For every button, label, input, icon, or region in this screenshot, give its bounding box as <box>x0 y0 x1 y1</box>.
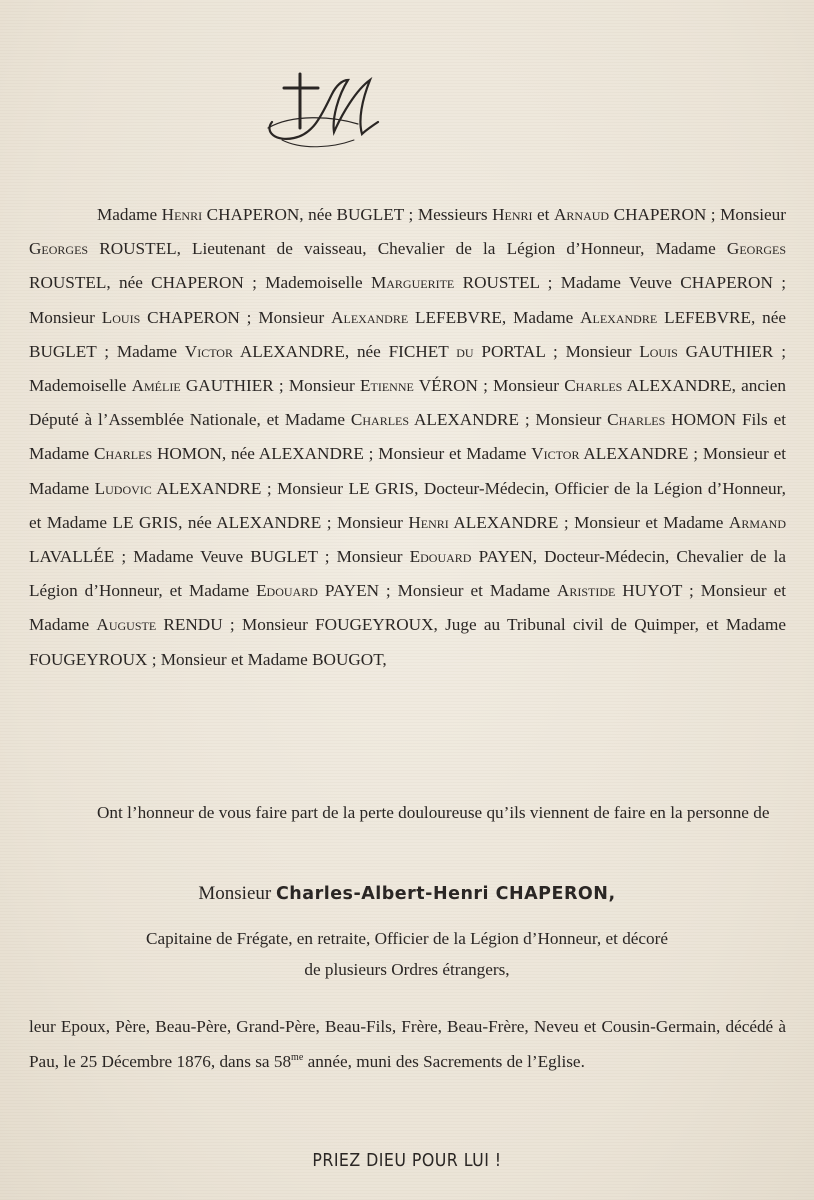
announcer-text: GAUTHIER ; Monsieur <box>180 376 360 396</box>
announcer-text: ALEXANDRE ; Monsieur <box>409 410 608 430</box>
given-name: Marguerite <box>370 273 455 293</box>
announcer-text: PAYEN, Docteur-Médecin, Chevalier de la Légion d’Honneur, et Madame <box>29 547 786 601</box>
announcer-text: ROUSTEL, Lieutenant de vaisseau, Chevalier de la Légion d’Honneur, Madame <box>88 239 727 259</box>
announcer-text: VÉRON ; Monsieur <box>413 376 565 396</box>
announcer-text: LEFEBVRE, née BUGLET ; Madame <box>29 307 786 361</box>
relations-text-before: leur Epoux, Père, Beau-Père, Grand-Père, Beau-Fils, Frère, Beau-Frère, Neveu et Cousin-Germain, décédé à Pau, le 25 Décembre 1876, dans sa 58 <box>29 1017 786 1071</box>
announcer-text: PORTAL ; Monsieur <box>473 341 640 361</box>
announcer-text: ROUSTEL, née CHAPERON ; Mademoiselle <box>29 273 371 293</box>
given-name: Georges <box>29 239 89 259</box>
announcer-text: PAYEN ; Monsieur et Madame <box>317 581 557 601</box>
deceased-prefix: Monsieur <box>198 883 272 904</box>
announcer-text: HOMON, née ALEXANDRE ; Monsieur et Madame <box>152 444 532 464</box>
given-name: Louis <box>639 341 678 361</box>
given-name: Victor <box>184 341 233 361</box>
deceased-title-line-1: Capitaine de Frégate, en retraite, Officier de la Légion d’Honneur, et décoré <box>145 929 669 948</box>
given-name: Etienne <box>360 376 414 396</box>
announcer-text: ALEXANDRE ; Monsieur LE GRIS, Docteur-Médecin, Officier de la Légion d’Honneur, et Madame LE GRIS, née ALEXANDRE ; Monsieur <box>29 478 786 532</box>
announcer-text: et <box>532 205 554 224</box>
announcer-text: LAVALLÉE ; Madame Veuve BUGLET ; Monsieur <box>29 547 410 567</box>
announcer-text: ALEXANDRE ; Monsieur et Madame <box>448 512 729 532</box>
given-name: Edouard <box>256 581 318 601</box>
relations-text <box>29 1010 786 1079</box>
given-name: Charles <box>607 410 666 430</box>
announcer-text: RENDU ; Monsieur FOUGEYROUX, Juge au Tribunal civil de Quimper, et Madame FOUGEYROUX ; Monsieur et Madame BOUGOT, <box>29 615 786 669</box>
given-name: du <box>456 341 474 361</box>
announcement-text: Ont l’honneur de vous faire part de la perte douloureuse qu’ils viennent de faire en la personne de <box>97 803 770 822</box>
given-name: Charles <box>350 410 410 430</box>
deceased-title-line-2: de plusieurs Ordres étrangers, <box>304 960 510 979</box>
given-name: Henri <box>492 205 533 224</box>
given-name: Georges <box>726 239 786 259</box>
given-name: Edouard <box>409 547 472 567</box>
given-name: Henri <box>161 205 203 224</box>
announcer-text: LEFEBVRE, Madame <box>408 307 581 327</box>
given-name: Henri <box>408 512 449 532</box>
announcer-text: Madame <box>97 205 162 224</box>
deceased-name-suffix: , <box>608 884 616 904</box>
given-name: Alexandre <box>580 307 658 327</box>
announcer-text: ALEXANDRE, née FICHET <box>232 341 457 361</box>
announcer-text: CHAPERON ; Monsieur <box>140 307 332 327</box>
announcer-text: ALEXANDRE, ancien Député à l’Assemblée Nationale, et Madame <box>29 376 786 430</box>
deceased-name-line <box>0 883 814 905</box>
given-name: Auguste <box>96 615 157 635</box>
given-name: Amélie <box>131 376 181 396</box>
announcer-text: GAUTHIER ; Mademoiselle <box>29 341 786 396</box>
ordinal-suffix: me <box>291 1051 304 1063</box>
given-name: Aristide <box>556 581 616 601</box>
announcer-text: HUYOT ; Monsieur et Madame <box>29 581 786 635</box>
given-name: Charles <box>93 444 153 464</box>
given-name: Victor <box>531 444 580 464</box>
given-name: Ludovic <box>94 478 152 498</box>
announcer-text: ALEXANDRE ; Monsieur et Madame <box>29 444 786 498</box>
announcer-text: ROUSTEL ; Madame Veuve CHAPERON ; Monsieur <box>29 273 786 327</box>
cross-m-monogram-icon <box>262 70 397 155</box>
deceased-name: Charles-Albert-Henri CHAPERON <box>275 884 609 904</box>
announcer-text: CHAPERON ; Monsieur <box>609 205 787 224</box>
announcers-list <box>29 198 786 677</box>
closing-prayer: PRIEZ DIEU POUR LUI ! <box>312 1150 502 1171</box>
given-name: Arnaud <box>554 205 610 224</box>
announcer-text: CHAPERON, née BUGLET ; Messieurs <box>202 205 493 224</box>
given-name: Armand <box>728 512 786 532</box>
given-name: Alexandre <box>331 307 409 327</box>
relations-text-after: année, muni des Sacrements de l’Eglise. <box>303 1051 585 1071</box>
given-name: Louis <box>101 307 141 327</box>
given-name: Charles <box>564 376 623 396</box>
announcer-text: HOMON Fils et Madame <box>29 410 786 464</box>
